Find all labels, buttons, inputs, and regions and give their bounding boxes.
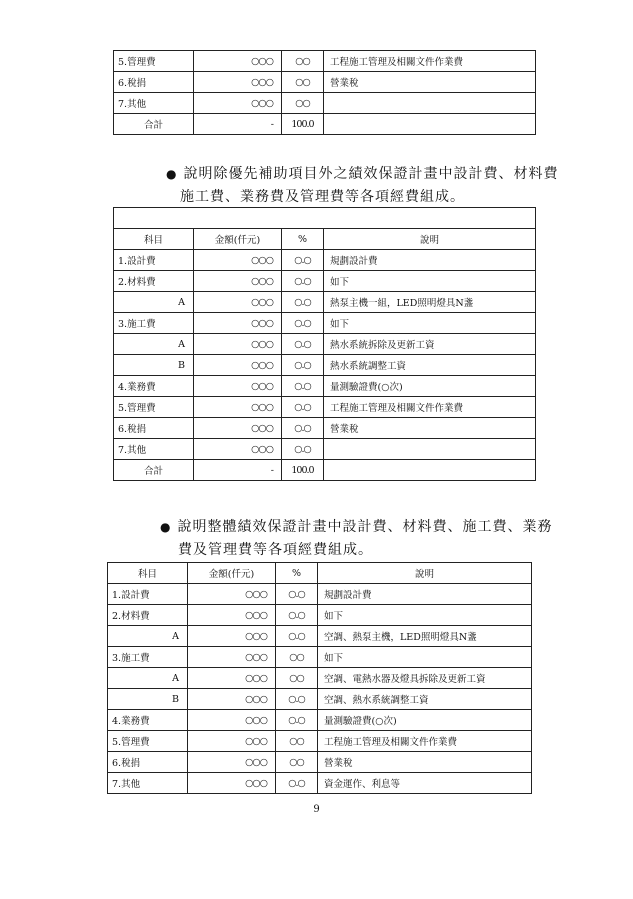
cell-amount: ○○○ [194,355,282,376]
cell-pct: ○.○ [282,334,324,355]
cell-amount: ○○○ [188,689,276,710]
heading-line-1: 說明整體績效保證計畫中設計費、材料費、施工費、業務 [177,519,553,535]
cell-pct: ○.○ [282,418,324,439]
table-row [108,605,532,626]
cell-amount: ○○○ [194,250,282,271]
table-row [108,626,532,647]
cell-amount: ○○○ [188,752,276,773]
cell-pct: ○.○ [282,439,324,460]
cell-pct: ○.○ [282,250,324,271]
table-row [108,668,532,689]
cell-amount: ○○○ [194,439,282,460]
table-row [114,93,536,114]
cell-pct: ○.○ [282,376,324,397]
cell-amount: ○○○ [194,93,282,114]
cell-item: 3.施工費 [108,647,188,668]
cell-desc: 如下 [318,647,532,668]
header-amount: 金額(仟元) [194,229,282,250]
cell-amount: ○○○ [188,605,276,626]
cell-total-pct: 100.0 [282,460,324,481]
cell-desc: 熱泵主機一組，LED照明燈具N盞 [324,292,536,313]
cell-item: 7.其他 [108,773,188,794]
table-row [108,752,532,773]
cell-item: 4.業務費 [108,710,188,731]
cell-pct: ○.○ [282,355,324,376]
cell-item: 1.設計費 [108,584,188,605]
budget-table-priority [113,207,536,481]
cell-item: 2.材料費 [108,605,188,626]
bullet-icon: ● [166,167,178,181]
table-row [108,710,532,731]
table-row [114,397,536,418]
cell-total-label: 合計 [114,460,194,481]
cell-total-label: 合計 [114,114,194,135]
cell-item: 6.稅捐 [114,418,194,439]
cell-desc: 工程施工管理及相關文件作業費 [324,51,536,72]
cell-total-desc [324,114,536,135]
cell-desc: 如下 [324,271,536,292]
cell-pct: ○○ [276,647,318,668]
cell-amount: ○○○ [194,292,282,313]
cell-desc: 空調、電熱水器及燈具拆除及更新工資 [318,668,532,689]
cell-amount: ○○○ [188,647,276,668]
cell-amount: ○○○ [194,313,282,334]
header-amount: 金額(仟元) [188,563,276,584]
cell-pct: ○.○ [276,626,318,647]
cell-desc [324,93,536,114]
cell-item: 2.材料費 [114,271,194,292]
table-header-row [108,563,532,584]
cell-item: 1.設計費 [114,250,194,271]
cell-amount: ○○○ [188,626,276,647]
cell-amount: ○○○ [188,668,276,689]
cell-pct: ○○ [282,51,324,72]
budget-table-continued [113,50,536,135]
table-row [108,584,532,605]
cell-total-desc [324,460,536,481]
heading-line-1: 說明除優先補助項目外之績效保證計畫中設計費、材料費 [183,166,559,182]
heading-line-2: 費及管理費等各項經費組成。 [178,542,373,558]
cell-total-pct: 100.0 [282,114,324,135]
header-item: 科目 [108,563,188,584]
cell-amount: ○○○ [188,773,276,794]
cell-item: 4.業務費 [114,376,194,397]
cell-desc: 規劃設計費 [324,250,536,271]
cell-amount: ○○○ [194,418,282,439]
header-desc: 說明 [318,563,532,584]
table-row [114,51,536,72]
total-row [114,460,536,481]
cell-desc: 空調、熱泵主機，LED照明燈具N盞 [318,626,532,647]
cell-pct: ○.○ [276,773,318,794]
cell-desc: 工程施工管理及相關文件作業費 [318,731,532,752]
table-row [108,731,532,752]
cell-pct: ○.○ [276,605,318,626]
header-pct: % [276,563,318,584]
cell-amount: ○○○ [188,731,276,752]
cell-pct: ○○ [276,668,318,689]
cell-amount: ○○○ [194,376,282,397]
section-heading-2 [160,516,552,562]
cell-item: 3.施工費 [114,313,194,334]
cell-desc: 資金運作、利息等 [318,773,532,794]
cell-desc: 營業稅 [324,418,536,439]
cell-pct: ○.○ [282,313,324,334]
budget-table-overall [107,562,532,794]
cell-item: 6.稅捐 [114,72,194,93]
header-pct: % [282,229,324,250]
cell-amount: ○○○ [194,334,282,355]
table-row [108,647,532,668]
cell-amount: ○○○ [194,72,282,93]
heading-line-2: 施工費、業務費及管理費等各項經費組成。 [180,189,465,205]
cell-desc: 營業稅 [318,752,532,773]
cell-item: 5.管理費 [114,51,194,72]
cell-item: A [108,668,188,689]
total-row [114,114,536,135]
cell-pct: ○○ [282,93,324,114]
table-row [114,313,536,334]
cell-item: 5.管理費 [108,731,188,752]
cell-desc: 規劃設計費 [318,584,532,605]
table-row [108,773,532,794]
header-item: 科目 [114,229,194,250]
cell-item: 5.管理費 [114,397,194,418]
cell-desc: 如下 [318,605,532,626]
cell-item: 7.其他 [114,439,194,460]
cell-pct: ○.○ [282,397,324,418]
cell-pct: ○.○ [276,710,318,731]
table-row [114,334,536,355]
cell-desc: 量測驗證費(○次) [318,710,532,731]
table-row [114,292,536,313]
cell-item: B [114,355,194,376]
cell-pct: ○○ [276,731,318,752]
table-title-row [114,208,536,229]
table-row [114,355,536,376]
cell-desc [324,439,536,460]
cell-amount: ○○○ [188,710,276,731]
header-desc: 說明 [324,229,536,250]
cell-desc: 量測驗證費(○次) [324,376,536,397]
cell-item: A [114,292,194,313]
cell-item: A [108,626,188,647]
table-row [108,689,532,710]
table-row [114,250,536,271]
cell-pct: ○.○ [276,689,318,710]
table-header-row [114,229,536,250]
cell-pct: ○○ [276,752,318,773]
cell-pct: ○.○ [282,292,324,313]
cell-item: 7.其他 [114,93,194,114]
cell-amount: ○○○ [194,271,282,292]
cell-pct: ○○ [282,72,324,93]
section-heading-1 [166,163,558,209]
table-row [114,439,536,460]
table-row [114,72,536,93]
cell-desc: 空調、熱水系統調整工資 [318,689,532,710]
cell-total-amount: - [194,460,282,481]
table-row [114,271,536,292]
cell-amount: ○○○ [194,397,282,418]
table-row [114,418,536,439]
cell-pct: ○.○ [276,584,318,605]
cell-amount: ○○○ [188,584,276,605]
cell-desc: 如下 [324,313,536,334]
cell-desc: 營業稅 [324,72,536,93]
cell-amount: ○○○ [194,51,282,72]
bullet-icon: ● [160,520,172,534]
cell-item: 6.稅捐 [108,752,188,773]
table-row [114,376,536,397]
cell-desc: 熱水系統調整工資 [324,355,536,376]
cell-desc: 熱水系統拆除及更新工資 [324,334,536,355]
cell-desc: 工程施工管理及相關文件作業費 [324,397,536,418]
page-number: 9 [313,804,320,815]
cell-item: A [114,334,194,355]
cell-pct: ○.○ [282,271,324,292]
cell-item: B [108,689,188,710]
cell-total-amount: - [194,114,282,135]
